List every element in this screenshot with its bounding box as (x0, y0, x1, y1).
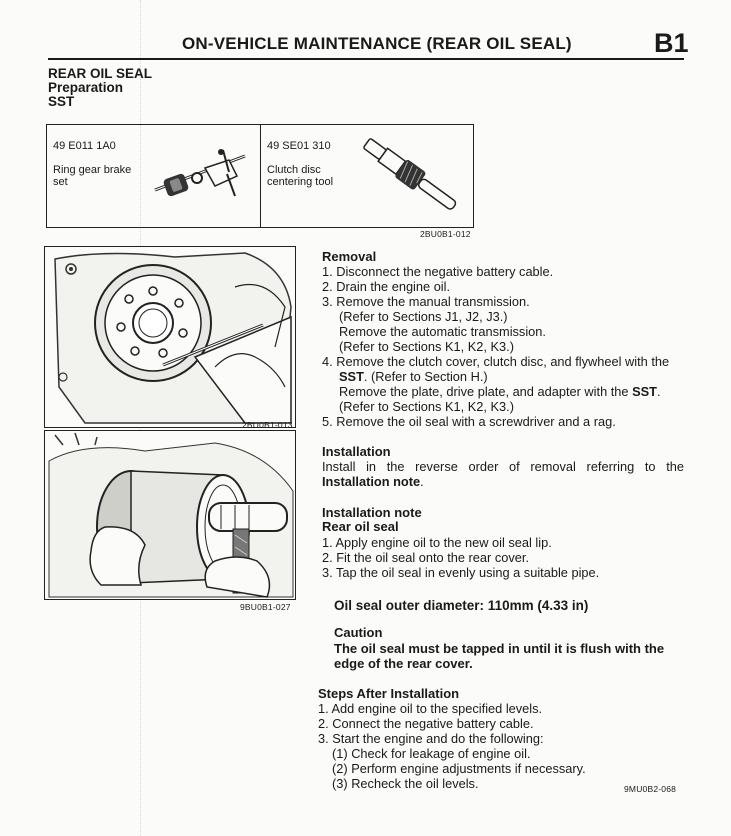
caution-heading: Caution (334, 625, 383, 640)
figure-oil-seal-removal (44, 246, 296, 428)
removal-step-3-alt: Remove the automatic transmission. (339, 324, 546, 339)
section-title: REAR OIL SEAL (48, 66, 153, 81)
removal-step-2: 2. Drain the engine oil. (322, 279, 451, 294)
caution-line-2: edge of the rear cover. (334, 656, 473, 671)
page-title: ON-VEHICLE MAINTENANCE (REAR OIL SEAL) (182, 34, 572, 53)
installation-line-2 (322, 475, 424, 490)
oil-seal-spec: Oil seal outer diameter: 110mm (4.33 in) (334, 598, 589, 613)
steps-after-substep-1: (1) Check for leakage of engine oil. (332, 746, 531, 761)
removal-step-1: 1. Disconnect the negative battery cable. (322, 264, 554, 279)
header-rule (48, 58, 684, 60)
sst-2-name-line2: centering tool (267, 176, 334, 188)
sst-1-name-line1: Ring gear brake (53, 164, 132, 176)
installation-note-heading: Installation note (322, 505, 422, 520)
sst-figure-id: 2BU0B1-012 (420, 229, 471, 239)
removal-step-4-ref (339, 370, 488, 385)
removal-step-3-ref-1: (Refer to Sections J1, J2, J3.) (339, 309, 508, 324)
steps-after-step-1: 1. Add engine oil to the specified levels. (318, 701, 543, 716)
installation-line-1: Install in the reverse order of removal referring to the (322, 459, 684, 474)
sst-1-name-line2: set (53, 176, 68, 188)
installation-note-step-3: 3. Tap the oil seal in evenly using a suitable pipe. (322, 565, 600, 580)
removal-heading: Removal (322, 249, 377, 264)
caution-line-1: The oil seal must be tapped in until it is flush with the (334, 641, 665, 656)
steps-after-step-3: 3. Start the engine and do the following: (318, 731, 544, 746)
removal-step-4: 4. Remove the clutch cover, clutch disc, and flywheel with the (322, 354, 670, 369)
steps-after-substep-3: (3) Recheck the oil levels. (332, 776, 479, 791)
sst-table-divider (260, 124, 261, 228)
installation-note-step-1: 1. Apply engine oil to the new oil seal lip. (322, 535, 552, 550)
sst-2-name-line1: Clutch disc (267, 164, 321, 176)
clutch-disc-centering-tool-illustration (350, 134, 468, 221)
ring-gear-brake-illustration (145, 146, 255, 207)
removal-step-4-alt (339, 385, 661, 400)
sst-term: SST (339, 369, 364, 384)
removal-step-4-alt-ref: (Refer to Sections K1, K2, K3.) (339, 399, 514, 414)
removal-step-4-alt-text: Remove the plate, drive plate, and adapter with the (339, 384, 633, 399)
removal-step-4-ref-text: . (Refer to Section H.) (363, 369, 488, 384)
installation-heading: Installation (322, 444, 391, 459)
section-code: B1 (654, 28, 689, 58)
steps-after-figure-id: 9MU0B2-068 (624, 784, 677, 794)
removal-step-5: 5. Remove the oil seal with a screwdriver and a rag. (322, 414, 616, 429)
removal-step-4-alt-end: . (656, 384, 661, 399)
installation-note-subheading: Rear oil seal (322, 519, 399, 534)
removal-step-3: 3. Remove the manual transmission. (322, 294, 530, 309)
sst-2-part-number: 49 SE01 310 (267, 140, 331, 152)
figure-oil-seal-installation (44, 430, 296, 600)
installation-note-ref: Installation note (322, 474, 421, 489)
sst-1-part-number: 49 E011 1A0 (53, 140, 116, 152)
sst-term-2: SST (632, 384, 657, 399)
figure-1-id: 2BU0B1-013 (242, 420, 293, 430)
installation-note-step-2: 2. Fit the oil seal onto the rear cover. (322, 550, 529, 565)
steps-after-step-2: 2. Connect the negative battery cable. (318, 716, 534, 731)
removal-step-3-ref-2: (Refer to Sections K1, K2, K3.) (339, 339, 514, 354)
figure-2-id: 9BU0B1-027 (240, 602, 291, 612)
steps-after-heading: Steps After Installation (318, 686, 460, 701)
steps-after-substep-2: (2) Perform engine adjustments if necessary. (332, 761, 586, 776)
installation-line-2-end: . (420, 474, 424, 489)
section-subsubtitle: SST (48, 94, 75, 109)
section-subtitle: Preparation (48, 80, 124, 95)
